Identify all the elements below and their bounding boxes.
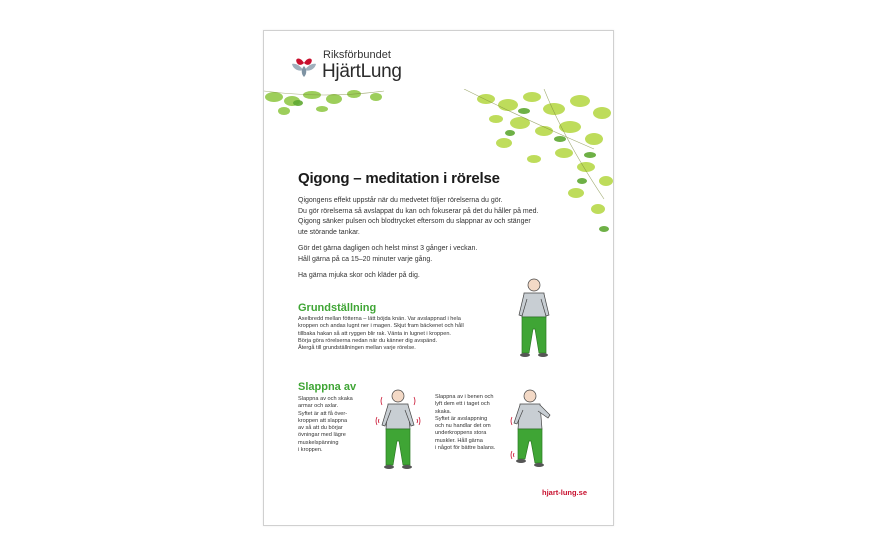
slappna-right-line: Slappna av i benen och bbox=[435, 394, 494, 400]
frequency-line: Håll gärna på ca 15–20 minuter varje gång. bbox=[298, 255, 433, 263]
grundstallning-text bbox=[298, 316, 464, 352]
shaking-leg-person-illustration bbox=[508, 387, 556, 471]
grund-line: Återgå till grundställningen mellan varje rörelse. bbox=[298, 345, 416, 352]
website-link[interactable]: hjart-lung.se bbox=[541, 488, 587, 497]
slappna-right-line: i något för bättre balans. bbox=[435, 445, 496, 452]
slappna-right-line: Syftet är avslappning bbox=[435, 415, 488, 422]
grund-line: kroppen och andas lugnt ner i magen. Skjut fram bäckenet och håll bbox=[298, 323, 464, 330]
slappna-right-line: lyft dem ett i taget och bbox=[435, 401, 490, 408]
slappna-left-text bbox=[298, 396, 353, 454]
clothing-paragraph bbox=[298, 271, 420, 282]
slappna-left-line: av så att du börjar bbox=[298, 425, 343, 432]
grund-line: Börja göra rörelserna nedan när du känner dig avspänd. bbox=[298, 337, 438, 344]
document-page bbox=[263, 30, 614, 526]
slappna-left-line: Syftet är att få över- bbox=[298, 410, 348, 417]
slappna-right-line: underkroppens stora bbox=[435, 430, 487, 437]
intro-line: Qigong sänker pulsen och blodtrycket eftersom du slappnar av och stänger bbox=[298, 218, 531, 226]
clothing-line: Ha gärna mjuka skor och kläder på dig. bbox=[298, 272, 420, 279]
slappna-right-line: och nu handlar det om bbox=[435, 423, 491, 430]
slappna-left-line: kroppen att slappna bbox=[298, 417, 348, 424]
logo-org-name: Riksförbundet bbox=[323, 49, 391, 61]
logo bbox=[289, 44, 429, 84]
frequency-paragraph bbox=[298, 244, 477, 265]
standing-person-illustration bbox=[514, 277, 554, 359]
heart-flower-logo-icon bbox=[289, 50, 319, 80]
shaking-arms-person-illustration bbox=[374, 387, 422, 471]
intro-line: Qigongens effekt uppstår när du medvetet följer rörelserna du gör. bbox=[298, 197, 503, 204]
grund-line: tillbaka hakan så att ryggen blir rak. Vänta in lugnet i kroppen. bbox=[298, 330, 451, 337]
frequency-line: Gör det gärna dagligen och helst minst 3 gånger i veckan. bbox=[298, 245, 478, 252]
slappna-left-line: Slappna av och skaka bbox=[298, 396, 353, 402]
slappna-right-line: skaka. bbox=[435, 408, 452, 415]
slappna-left-line: muskelspänning bbox=[298, 439, 339, 446]
slappna-left-line: övningar med lägre bbox=[298, 432, 346, 439]
grundstallning-heading: Grundställning bbox=[298, 302, 377, 314]
logo-brand-name: HjärtLung bbox=[322, 61, 402, 82]
slappna-left-line: armar och axlar. bbox=[298, 403, 339, 410]
slappna-right-line: muskler. Håll gärna bbox=[435, 437, 483, 444]
intro-line: Du gör rörelserna så avslappat du kan och fokuserar på det du håller på med. bbox=[298, 207, 539, 215]
slappna-left-line: i kroppen. bbox=[298, 447, 323, 454]
intro-paragraph bbox=[298, 196, 538, 238]
slappna-right-text bbox=[435, 394, 495, 452]
intro-line: ute störande tankar. bbox=[298, 228, 360, 236]
slappna-av-heading: Slappna av bbox=[298, 381, 357, 393]
page-title: Qigong – meditation i rörelse bbox=[298, 170, 500, 187]
grund-line: Axelbredd mellan fötterna – lätt böjda knän. Var avslappnad i hela bbox=[298, 316, 461, 322]
